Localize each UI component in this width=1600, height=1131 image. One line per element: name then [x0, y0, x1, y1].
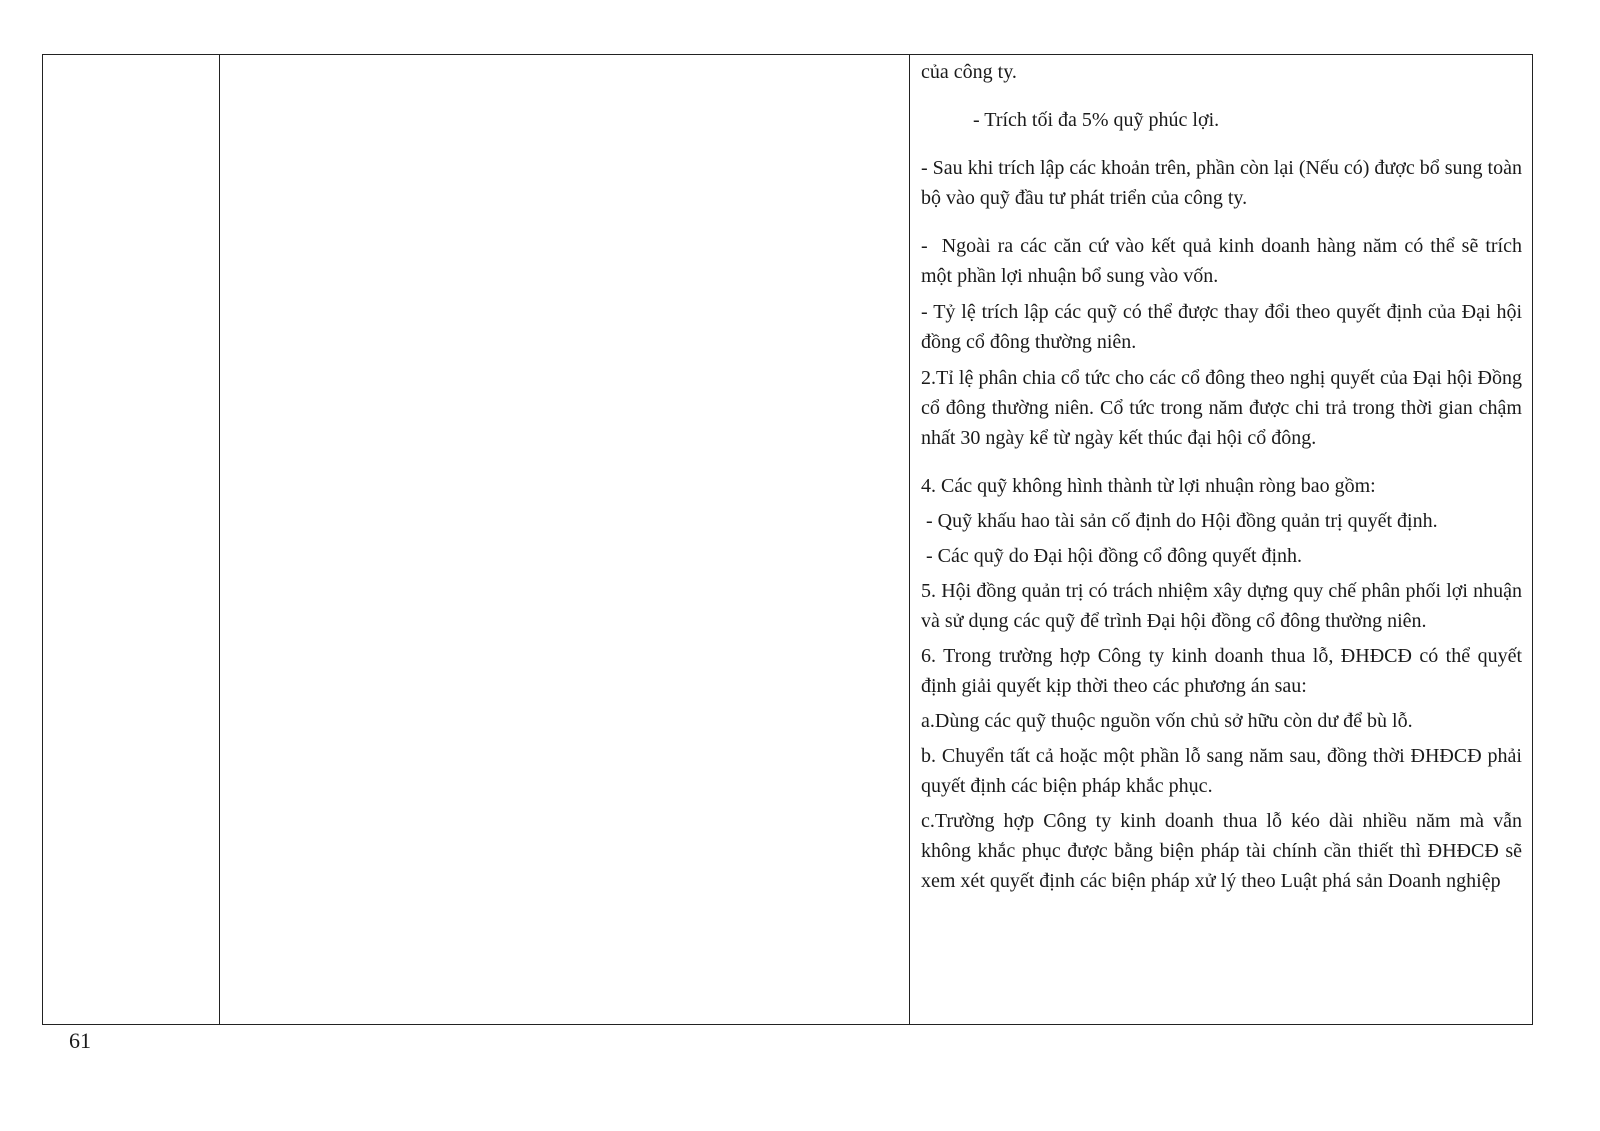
- right-column-cell: [921, 57, 1527, 896]
- column-divider-2: [909, 55, 910, 1024]
- list-item: b. Chuyển tất cả hoặc một phần lỗ sang năm sau, đồng thời ĐHĐCĐ phải quyết định các biện pháp khắc phục.: [921, 745, 1522, 797]
- list-item: c.Trường hợp Công ty kinh doanh thua lỗ kéo dài nhiều năm mà vẫn không khắc phục được bằng biện pháp tài chính cần thiết thì ĐHĐCĐ sẽ xem xét quyết định các biện pháp xử lý theo Luật phá sản Doanh nghiệp: [921, 810, 1522, 892]
- document-table: [42, 54, 1533, 1025]
- list-item: a.Dùng các quỹ thuộc nguồn vốn chủ sở hữu còn dư để bù lỗ.: [921, 710, 1413, 732]
- paragraph: của công ty.: [921, 61, 1017, 83]
- paragraph: 2.Tỉ lệ phân chia cổ tức cho các cổ đông theo nghị quyết của Đại hội Đồng cổ đông thường niên. Cổ tức trong năm được chi trả trong thời gian chậm nhất 30 ngày kể từ ngày kết thúc đại hội cổ đông.: [921, 367, 1522, 449]
- paragraph: 6. Trong trường hợp Công ty kinh doanh thua lỗ, ĐHĐCĐ có thể quyết định giải quyết kịp thời theo các phương án sau:: [921, 645, 1522, 697]
- paragraph: - Tỷ lệ trích lập các quỹ có thể được thay đổi theo quyết định của Đại hội đồng cổ đông thường niên.: [921, 301, 1522, 353]
- list-item: - Các quỹ do Đại hội đồng cổ đông quyết định.: [921, 545, 1303, 567]
- paragraph: - Trích tối đa 5% quỹ phúc lợi.: [973, 109, 1220, 131]
- paragraph: - Ngoài ra các căn cứ vào kết quả kinh doanh hàng năm có thể sẽ trích một phần lợi nhuận bổ sung vào vốn.: [921, 235, 1527, 287]
- paragraph: - Sau khi trích lập các khoản trên, phần còn lại (Nếu có) được bổ sung toàn bộ vào quỹ đầu tư phát triển của công ty.: [921, 157, 1522, 209]
- paragraph: 4. Các quỹ không hình thành từ lợi nhuận ròng bao gồm:: [921, 475, 1376, 497]
- page-number: 61: [69, 1028, 91, 1053]
- paragraph: 5. Hội đồng quản trị có trách nhiệm xây dựng quy chế phân phối lợi nhuận và sử dụng các quỹ để trình Đại hội đồng cổ đông thường niên.: [921, 580, 1522, 632]
- column-divider-1: [219, 55, 220, 1024]
- list-item: - Quỹ khấu hao tài sản cố định do Hội đồng quản trị quyết định.: [921, 510, 1438, 532]
